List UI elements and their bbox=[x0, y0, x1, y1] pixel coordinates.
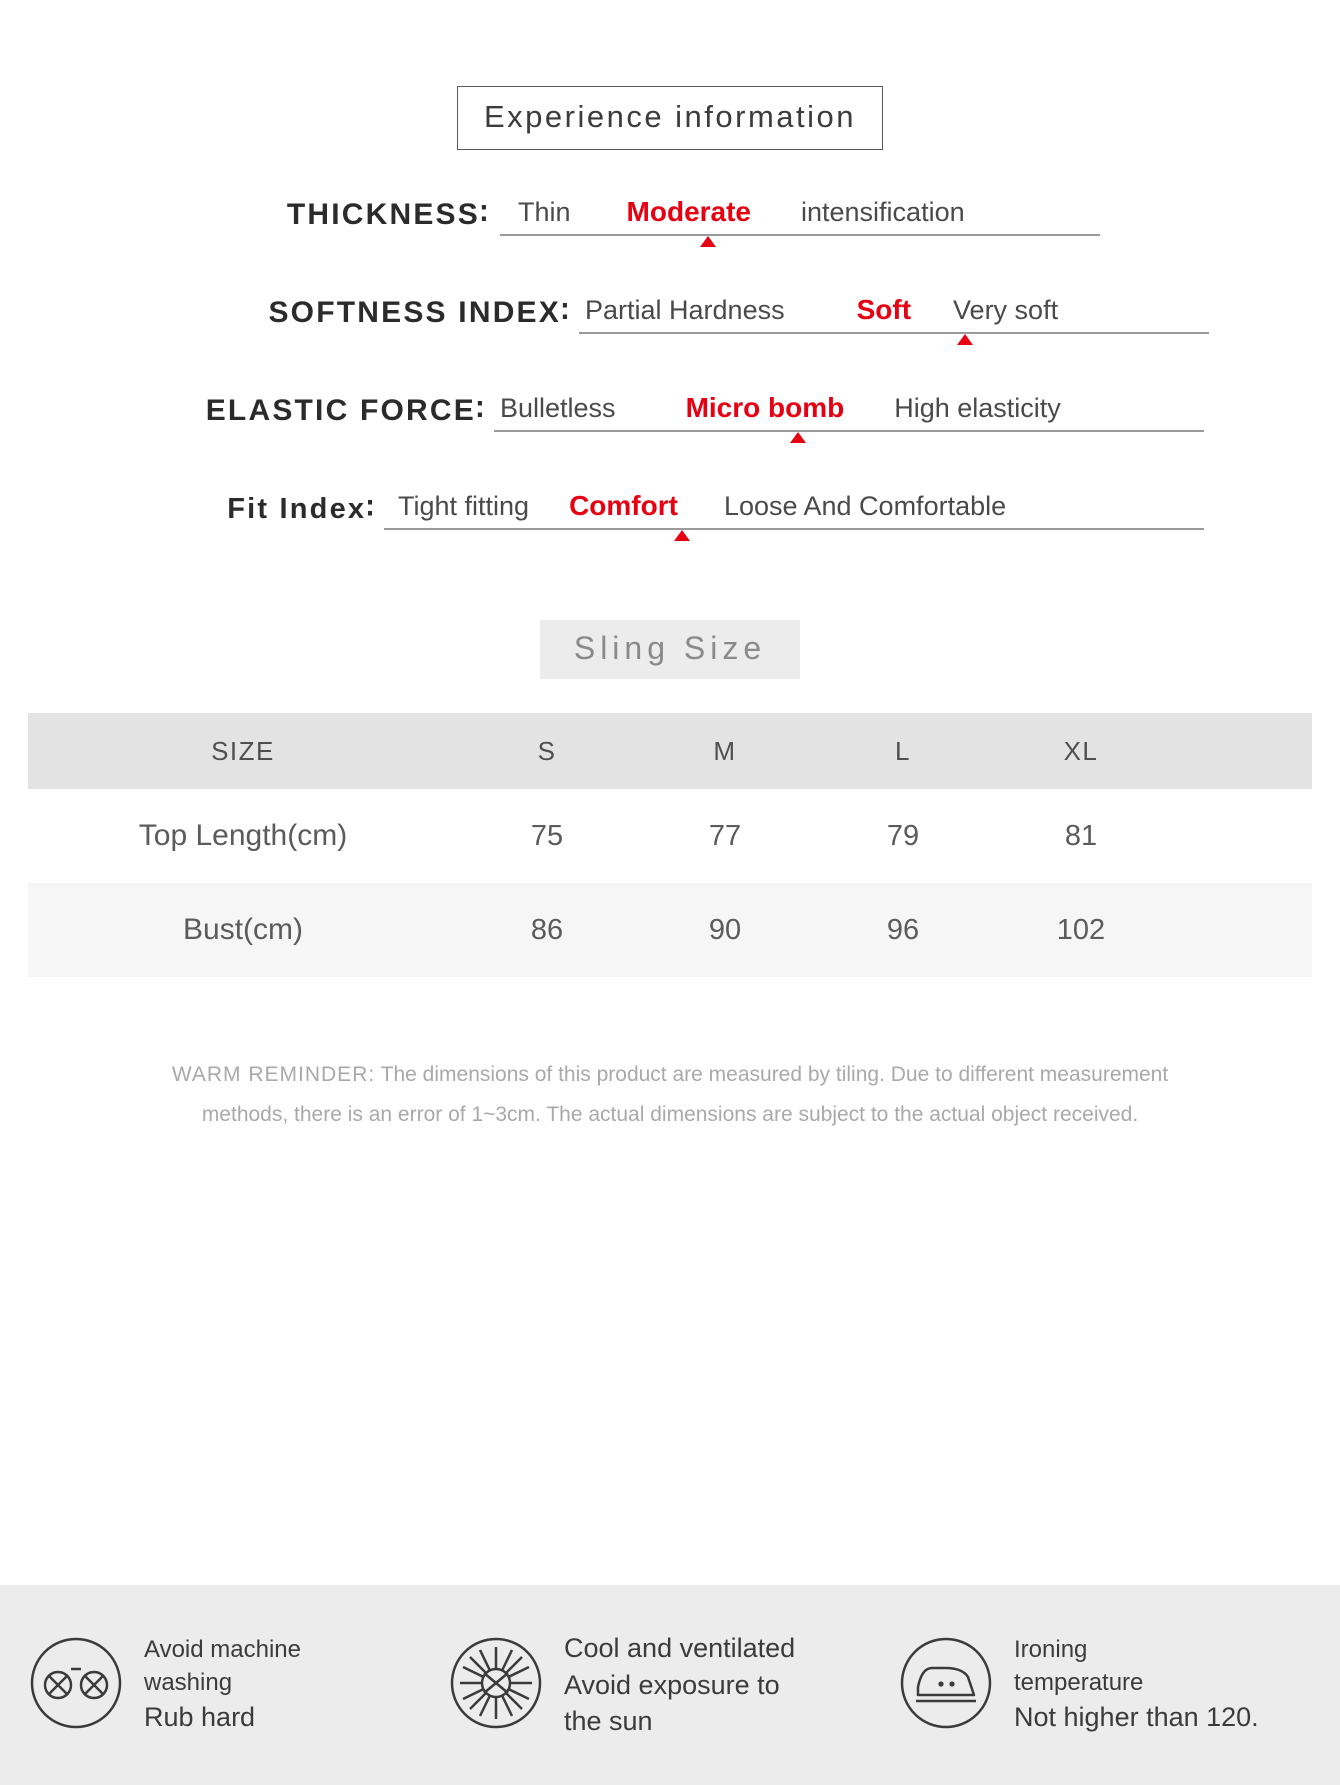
care-text bbox=[1014, 1634, 1259, 1735]
experience-scale bbox=[579, 294, 1209, 334]
experience-row-label: ELASTIC FORCE∶ bbox=[205, 394, 486, 427]
iron-icon bbox=[896, 1633, 996, 1738]
experience-scale bbox=[384, 490, 1204, 530]
scale-option: Thin bbox=[518, 197, 571, 227]
warm-reminder-line1: The dimensions of this product are measured by tiling. Due to different measurement bbox=[375, 1063, 1169, 1086]
care-instructions-bar bbox=[0, 1585, 1340, 1785]
care-text bbox=[144, 1634, 301, 1735]
scale-option: Bulletless bbox=[500, 393, 616, 423]
scale-option: High elasticity bbox=[894, 393, 1061, 423]
warm-reminder-strong: WARM REMINDER: bbox=[171, 1063, 376, 1086]
table-cell: 86 bbox=[530, 913, 564, 946]
table-cell: 102 bbox=[1056, 913, 1106, 946]
scale-option-selected: Soft bbox=[856, 294, 912, 325]
page-title: Experience information bbox=[457, 86, 883, 150]
table-row-label: Bust(cm) bbox=[183, 913, 303, 946]
experience-row-thickness bbox=[20, 196, 1320, 236]
table-cell: 96 bbox=[886, 913, 920, 946]
experience-row-elastic-force bbox=[20, 392, 1320, 432]
table-cell: 77 bbox=[708, 819, 742, 852]
experience-scale bbox=[500, 196, 1100, 236]
table-cell-spacer bbox=[1170, 883, 1312, 977]
care-line: Avoid exposure to bbox=[564, 1669, 780, 1700]
table-header-cell: M bbox=[713, 735, 737, 766]
scale-option: Partial Hardness bbox=[585, 295, 785, 325]
table-cell: 75 bbox=[530, 819, 564, 852]
scale-option: Tight fitting bbox=[398, 491, 530, 521]
experience-block bbox=[0, 196, 1340, 530]
table-header-cell: SIZE bbox=[211, 735, 275, 766]
care-line: Rub hard bbox=[144, 1702, 256, 1733]
care-line: Not higher than 120. bbox=[1014, 1702, 1259, 1733]
experience-scale bbox=[494, 392, 1204, 432]
table-header-row bbox=[28, 713, 1312, 789]
scale-marker-icon bbox=[790, 432, 806, 443]
warm-reminder-line2: methods, there is an error of 1~3cm. The actual dimensions are subject to the actual object received. bbox=[201, 1102, 1139, 1126]
table-row bbox=[28, 883, 1312, 977]
size-table bbox=[28, 713, 1312, 977]
page-title-wrap bbox=[0, 0, 1340, 150]
scale-marker-icon bbox=[700, 236, 716, 247]
scale-option-selected: Comfort bbox=[569, 490, 678, 521]
table-header-cell: L bbox=[895, 735, 911, 766]
care-line: washing bbox=[144, 1668, 233, 1696]
scale-option-selected: Micro bomb bbox=[685, 392, 845, 423]
table-row bbox=[28, 789, 1312, 883]
table-header-cell: XL bbox=[1063, 735, 1099, 766]
care-line: temperature bbox=[1014, 1668, 1144, 1696]
care-line: Ironing bbox=[1014, 1636, 1088, 1664]
care-item-ironing bbox=[870, 1633, 1340, 1738]
size-section-title-wrap bbox=[0, 620, 1340, 679]
experience-row-label: SOFTNESS INDEX∶ bbox=[268, 296, 571, 329]
experience-row-softness bbox=[20, 294, 1320, 334]
table-cell-spacer bbox=[1170, 789, 1312, 883]
table-cell: 79 bbox=[886, 819, 920, 852]
experience-row-fit-index bbox=[20, 490, 1320, 530]
care-text bbox=[564, 1630, 795, 1739]
scale-option-selected: Moderate bbox=[626, 196, 751, 227]
no-sun-exposure-icon bbox=[446, 1633, 546, 1738]
table-header-spacer bbox=[1170, 713, 1312, 789]
no-machine-wash-icon bbox=[26, 1633, 126, 1738]
table-header-cell: S bbox=[537, 735, 557, 766]
scale-option: Very soft bbox=[953, 295, 1059, 325]
care-item-washing bbox=[0, 1633, 420, 1738]
experience-row-label: THICKNESS∶ bbox=[286, 198, 490, 231]
warm-reminder bbox=[40, 1055, 1300, 1135]
care-line: the sun bbox=[564, 1706, 653, 1737]
scale-marker-icon bbox=[957, 334, 973, 345]
care-line: Cool and ventilated bbox=[564, 1633, 796, 1664]
table-row-label: Top Length(cm) bbox=[138, 819, 348, 852]
table-cell: 90 bbox=[708, 913, 742, 946]
care-line: Avoid machine bbox=[144, 1636, 301, 1664]
scale-option: intensification bbox=[801, 197, 965, 227]
care-item-sun bbox=[420, 1630, 870, 1739]
scale-marker-icon bbox=[674, 530, 690, 541]
size-section-title: Sling Size bbox=[540, 620, 800, 679]
scale-option: Loose And Comfortable bbox=[723, 491, 1007, 521]
experience-row-label: Fit Index∶ bbox=[227, 493, 376, 525]
table-cell: 81 bbox=[1064, 819, 1098, 852]
